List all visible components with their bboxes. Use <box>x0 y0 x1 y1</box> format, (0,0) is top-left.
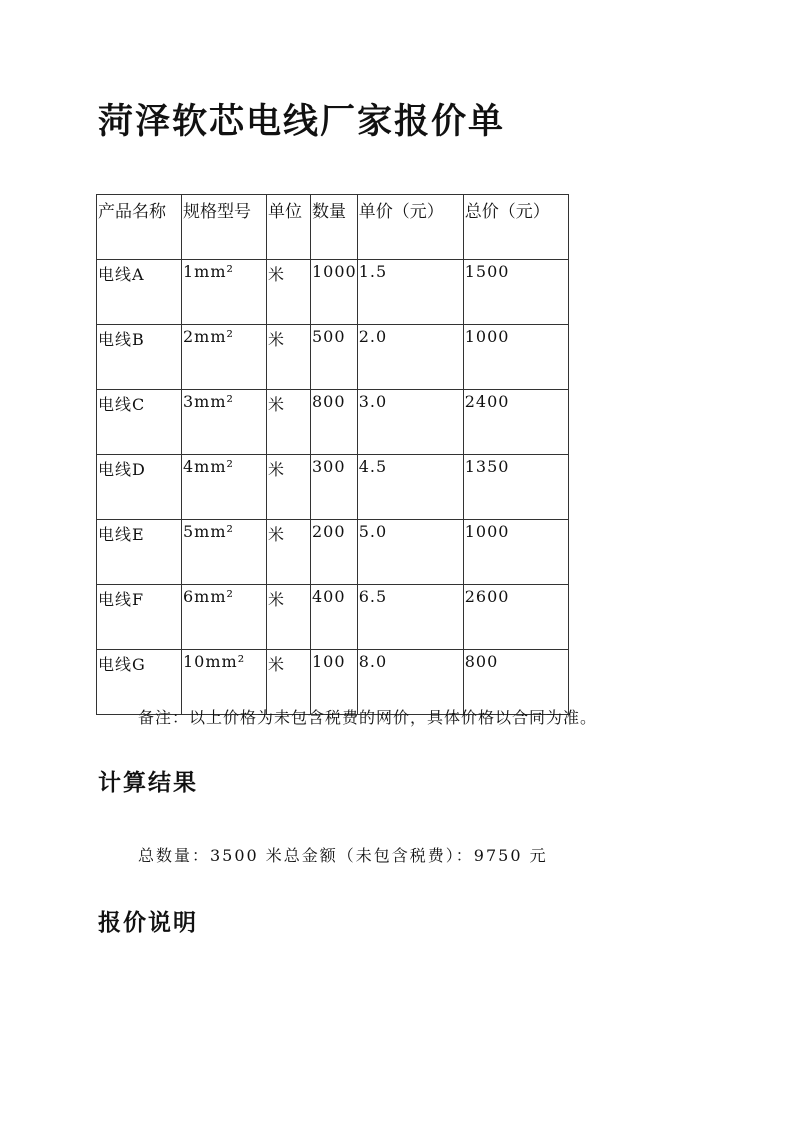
cell-quantity: 500 <box>311 325 358 390</box>
cell-unit-price: 1.5 <box>357 260 463 325</box>
price-note: 备注：以上价格为未包含税费的网价，具体价格以合同为准。 <box>138 708 598 727</box>
table-row <box>97 520 569 585</box>
cell-total-price: 2600 <box>463 585 568 650</box>
cell-spec-model: 10mm² <box>182 650 267 715</box>
cell-unit: 米 <box>267 325 311 390</box>
cell-quantity: 200 <box>311 520 358 585</box>
cell-unit: 米 <box>267 520 311 585</box>
cell-product-name: 电线E <box>97 520 182 585</box>
cell-product-name: 电线F <box>97 585 182 650</box>
cell-total-price: 1500 <box>463 260 568 325</box>
cell-quantity: 400 <box>311 585 358 650</box>
header-total-price: 总价（元） <box>463 195 568 260</box>
cell-quantity: 100 <box>311 650 358 715</box>
cell-total-price: 2400 <box>463 390 568 455</box>
table-header-row <box>97 195 569 260</box>
calc-summary: 总数量：3500 米总金额（未包含税费）：9750 元 <box>138 846 548 865</box>
table-row <box>97 455 569 520</box>
cell-spec-model: 2mm² <box>182 325 267 390</box>
cell-unit: 米 <box>267 585 311 650</box>
page-title: 菏泽软芯电线厂家报价单 <box>98 101 506 142</box>
cell-spec-model: 3mm² <box>182 390 267 455</box>
cell-unit-price: 5.0 <box>357 520 463 585</box>
cell-unit: 米 <box>267 390 311 455</box>
cell-quantity: 800 <box>311 390 358 455</box>
price-table <box>96 194 569 715</box>
cell-total-price: 800 <box>463 650 568 715</box>
table-row <box>97 585 569 650</box>
cell-total-price: 1350 <box>463 455 568 520</box>
cell-quantity: 300 <box>311 455 358 520</box>
header-quantity: 数量 <box>311 195 358 260</box>
cell-product-name: 电线G <box>97 650 182 715</box>
cell-total-price: 1000 <box>463 325 568 390</box>
calc-result-heading: 计算结果 <box>98 769 198 796</box>
header-unit: 单位 <box>267 195 311 260</box>
cell-spec-model: 5mm² <box>182 520 267 585</box>
table-row <box>97 260 569 325</box>
cell-unit: 米 <box>267 455 311 520</box>
table-row <box>97 390 569 455</box>
cell-unit: 米 <box>267 650 311 715</box>
cell-total-price: 1000 <box>463 520 568 585</box>
cell-quantity: 1000 <box>311 260 358 325</box>
cell-product-name: 电线A <box>97 260 182 325</box>
header-unit-price: 单价（元） <box>357 195 463 260</box>
cell-product-name: 电线B <box>97 325 182 390</box>
cell-unit-price: 4.5 <box>357 455 463 520</box>
header-spec-model: 规格型号 <box>182 195 267 260</box>
header-product-name: 产品名称 <box>97 195 182 260</box>
cell-product-name: 电线C <box>97 390 182 455</box>
table-row <box>97 325 569 390</box>
cell-unit-price: 6.5 <box>357 585 463 650</box>
cell-spec-model: 6mm² <box>182 585 267 650</box>
cell-spec-model: 4mm² <box>182 455 267 520</box>
cell-unit-price: 2.0 <box>357 325 463 390</box>
cell-spec-model: 1mm² <box>182 260 267 325</box>
cell-unit-price: 3.0 <box>357 390 463 455</box>
cell-unit-price: 8.0 <box>357 650 463 715</box>
quote-explanation-heading: 报价说明 <box>98 909 198 936</box>
cell-product-name: 电线D <box>97 455 182 520</box>
cell-unit: 米 <box>267 260 311 325</box>
